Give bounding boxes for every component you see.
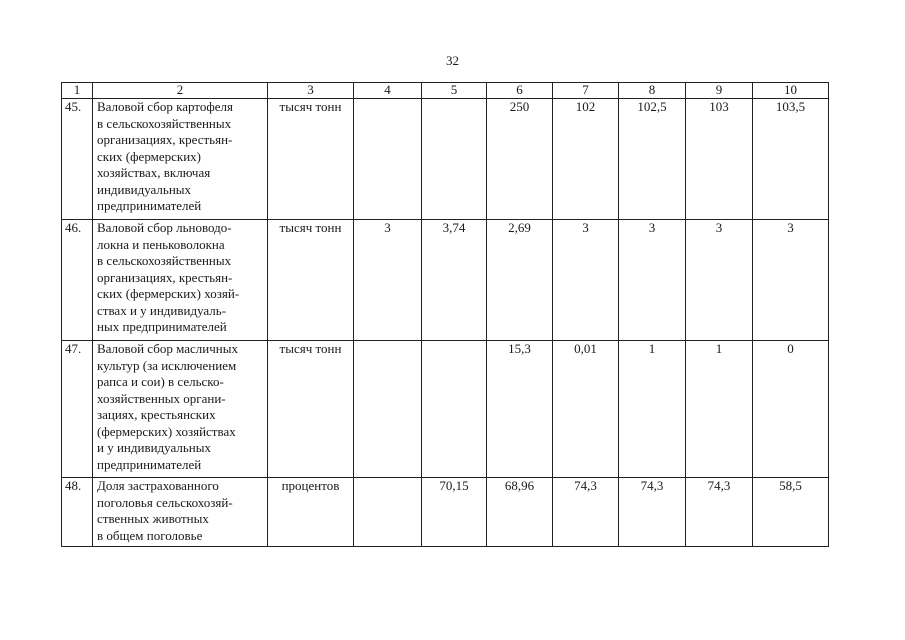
value-col-4	[354, 99, 422, 220]
value-col-10: 3	[753, 220, 829, 341]
unit-of-measure: тысяч тонн	[268, 220, 354, 341]
indicators-table	[61, 82, 829, 547]
column-header: 5	[422, 83, 487, 99]
indicator-name-line: хозяйственных органи-	[97, 390, 226, 406]
indicator-name-line: предпринимателей	[97, 456, 202, 472]
column-header: 9	[686, 83, 753, 99]
page-number: 32	[446, 53, 459, 68]
value-col-10: 0	[753, 341, 829, 478]
indicator-name-line: (фермерских) хозяйствах	[97, 423, 236, 439]
indicator-name-line: и у индивидуальных	[97, 440, 211, 455]
value-col-5: 3,74	[422, 220, 487, 341]
column-number-header-row	[62, 83, 829, 99]
indicator-name-line: в сельскохозяйственных	[97, 253, 232, 268]
row-number: 46.	[62, 220, 93, 341]
row-number: 45.	[62, 99, 93, 220]
indicator-name-line: в сельскохозяйственных	[97, 115, 232, 131]
indicator-name-line: ских (фермерских)	[97, 148, 201, 164]
indicator-name-line: Валовой сбор льноводо-	[97, 220, 232, 235]
value-col-5	[422, 99, 487, 220]
table-row	[62, 341, 829, 478]
value-col-7: 3	[553, 220, 619, 341]
indicator-name-line: организациях, крестьян-	[97, 132, 233, 147]
value-col-4: 3	[354, 220, 422, 341]
indicator-name-line: поголовья сельскохозяй-	[97, 494, 233, 510]
value-col-7: 102	[553, 99, 619, 220]
value-col-8: 3	[619, 220, 686, 341]
unit-of-measure: тысяч тонн	[268, 341, 354, 478]
indicator-name	[93, 99, 268, 220]
indicator-name-line: рапса и сои) в сельско-	[97, 374, 224, 389]
value-col-7: 74,3	[553, 478, 619, 547]
value-col-6: 250	[487, 99, 553, 220]
indicator-name-line: культур (за исключением	[97, 357, 237, 373]
indicator-name-line: предпринимателей	[97, 198, 202, 213]
indicator-name-line: ных предпринимателей	[97, 319, 227, 334]
indicator-name	[93, 341, 268, 478]
value-col-4	[354, 341, 422, 478]
indicator-name-line: в общем поголовье	[97, 527, 203, 543]
table-row	[62, 99, 829, 220]
column-header: 1	[62, 83, 93, 99]
value-col-8: 74,3	[619, 478, 686, 547]
indicator-name-line: Доля застрахованного	[97, 478, 219, 493]
value-col-6: 15,3	[487, 341, 553, 478]
column-header: 7	[553, 83, 619, 99]
unit-of-measure: процентов	[268, 478, 354, 547]
indicator-name-line: ских (фермерских) хозяй-	[97, 286, 240, 301]
value-col-7: 0,01	[553, 341, 619, 478]
indicator-name-line: зациях, крестьянских	[97, 407, 216, 422]
unit-of-measure: тысяч тонн	[268, 99, 354, 220]
indicator-name-line: Валовой сбор масличных	[97, 341, 238, 356]
indicator-name-line: ственных животных	[97, 511, 209, 526]
value-col-5	[422, 341, 487, 478]
column-header: 4	[354, 83, 422, 99]
indicator-name	[93, 478, 268, 547]
column-header: 10	[753, 83, 829, 99]
value-col-8: 1	[619, 341, 686, 478]
value-col-6: 2,69	[487, 220, 553, 341]
row-number: 47.	[62, 341, 93, 478]
column-header: 8	[619, 83, 686, 99]
table-row	[62, 478, 829, 547]
table-row	[62, 220, 829, 341]
value-col-10: 103,5	[753, 99, 829, 220]
indicator-name-line: Валовой сбор картофеля	[97, 99, 233, 114]
indicator-name-line: хозяйствах, включая	[97, 165, 211, 180]
row-number: 48.	[62, 478, 93, 547]
value-col-8: 102,5	[619, 99, 686, 220]
column-header: 3	[268, 83, 354, 99]
value-col-9: 103	[686, 99, 753, 220]
value-col-6: 68,96	[487, 478, 553, 547]
column-header: 2	[93, 83, 268, 99]
value-col-9: 74,3	[686, 478, 753, 547]
value-col-4	[354, 478, 422, 547]
indicator-name-line: организациях, крестьян-	[97, 269, 233, 285]
indicator-name-line: локна и пеньковолокна	[97, 236, 225, 252]
column-header: 6	[487, 83, 553, 99]
value-col-9: 1	[686, 341, 753, 478]
value-col-5: 70,15	[422, 478, 487, 547]
indicator-name-line: ствах и у индивидуаль-	[97, 302, 227, 318]
indicator-name-line: индивидуальных	[97, 181, 192, 197]
value-col-9: 3	[686, 220, 753, 341]
indicator-name	[93, 220, 268, 341]
value-col-10: 58,5	[753, 478, 829, 547]
